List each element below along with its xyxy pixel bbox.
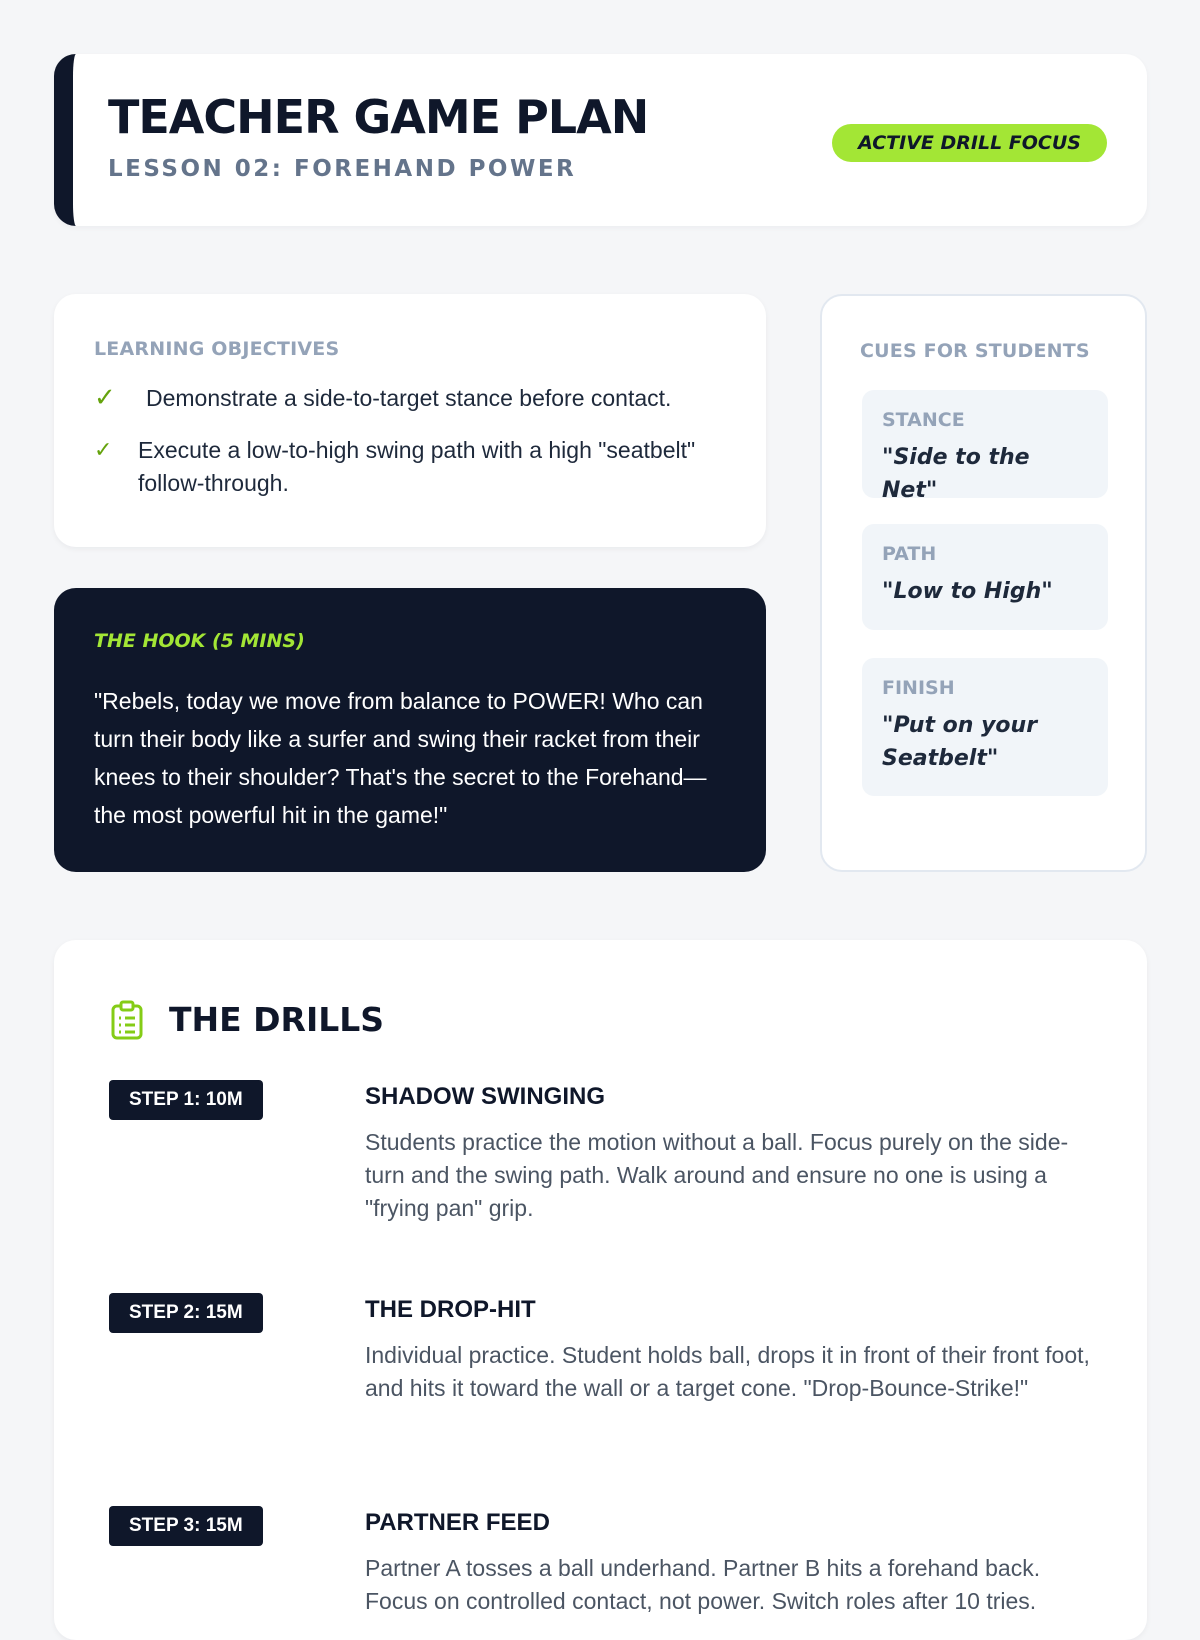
step-badge: STEP 3: 15M	[109, 1506, 263, 1546]
objective-text: Demonstrate a side-to-target stance before contact.	[146, 385, 672, 411]
drill-description: Students practice the motion without a ball. Focus purely on the side-turn and the swing path. Walk around and ensure no one is using a "frying pan" grip.	[365, 1129, 1069, 1221]
step-badge: STEP 1: 10M	[109, 1080, 263, 1120]
lesson-subtitle: LESSON 02: FOREHAND POWER	[108, 156, 577, 182]
hook-quote: "Rebels, today we move from balance to POWER! Who can turn their body like a surfer and swing their racket from their knees to their shoulder? That's the secret to the Forehand—the most powerful hit in the game!"	[94, 688, 707, 828]
hook-card	[54, 588, 766, 872]
cue-text: "Low to High"	[882, 579, 1053, 604]
step-badge: STEP 2: 15M	[109, 1293, 263, 1333]
objective-item	[94, 434, 736, 500]
clipboard-list-icon	[110, 1000, 144, 1040]
objective-text: Execute a low-to-high swing path with a high "seatbelt" follow-through.	[138, 437, 696, 496]
cue-path	[862, 524, 1108, 630]
check-icon: ✓	[94, 383, 116, 413]
page-title: TEACHER GAME PLAN	[108, 90, 649, 144]
drills-card	[54, 940, 1147, 1640]
active-drill-focus-badge: ACTIVE DRILL FOCUS	[832, 124, 1107, 162]
header-card	[54, 54, 1147, 226]
cues-card	[820, 294, 1147, 872]
drill-description: Partner A tosses a ball underhand. Partner B hits a forehand back. Focus on controlled contact, not power. Switch roles after 10 tries.	[365, 1555, 1041, 1614]
cue-text: "Side to the Net"	[882, 445, 1030, 503]
cue-label: FINISH	[882, 677, 955, 699]
drills-title: THE DRILLS	[169, 1000, 385, 1039]
drill-name: SHADOW SWINGING	[365, 1083, 605, 1110]
learning-objectives-card	[54, 294, 766, 547]
drill-description: Individual practice. Student holds ball, drops it in front of their front foot, and hits it toward the wall or a target cone. "Drop-Bounce-Strike!"	[365, 1342, 1090, 1401]
hook-label: THE HOOK (5 MINS)	[94, 630, 305, 652]
cue-stance	[862, 390, 1108, 503]
cue-text: "Put on your Seatbelt"	[882, 713, 1038, 771]
cue-label: STANCE	[882, 409, 965, 431]
cues-label: CUES FOR STUDENTS	[860, 340, 1090, 362]
check-icon: ✓	[94, 438, 113, 463]
learning-objectives-label: LEARNING OBJECTIVES	[94, 338, 340, 360]
cue-label: PATH	[882, 543, 937, 565]
cue-finish	[862, 658, 1108, 796]
drill-name: THE DROP-HIT	[365, 1296, 536, 1323]
drill-name: PARTNER FEED	[365, 1509, 550, 1536]
objective-item	[94, 382, 736, 415]
